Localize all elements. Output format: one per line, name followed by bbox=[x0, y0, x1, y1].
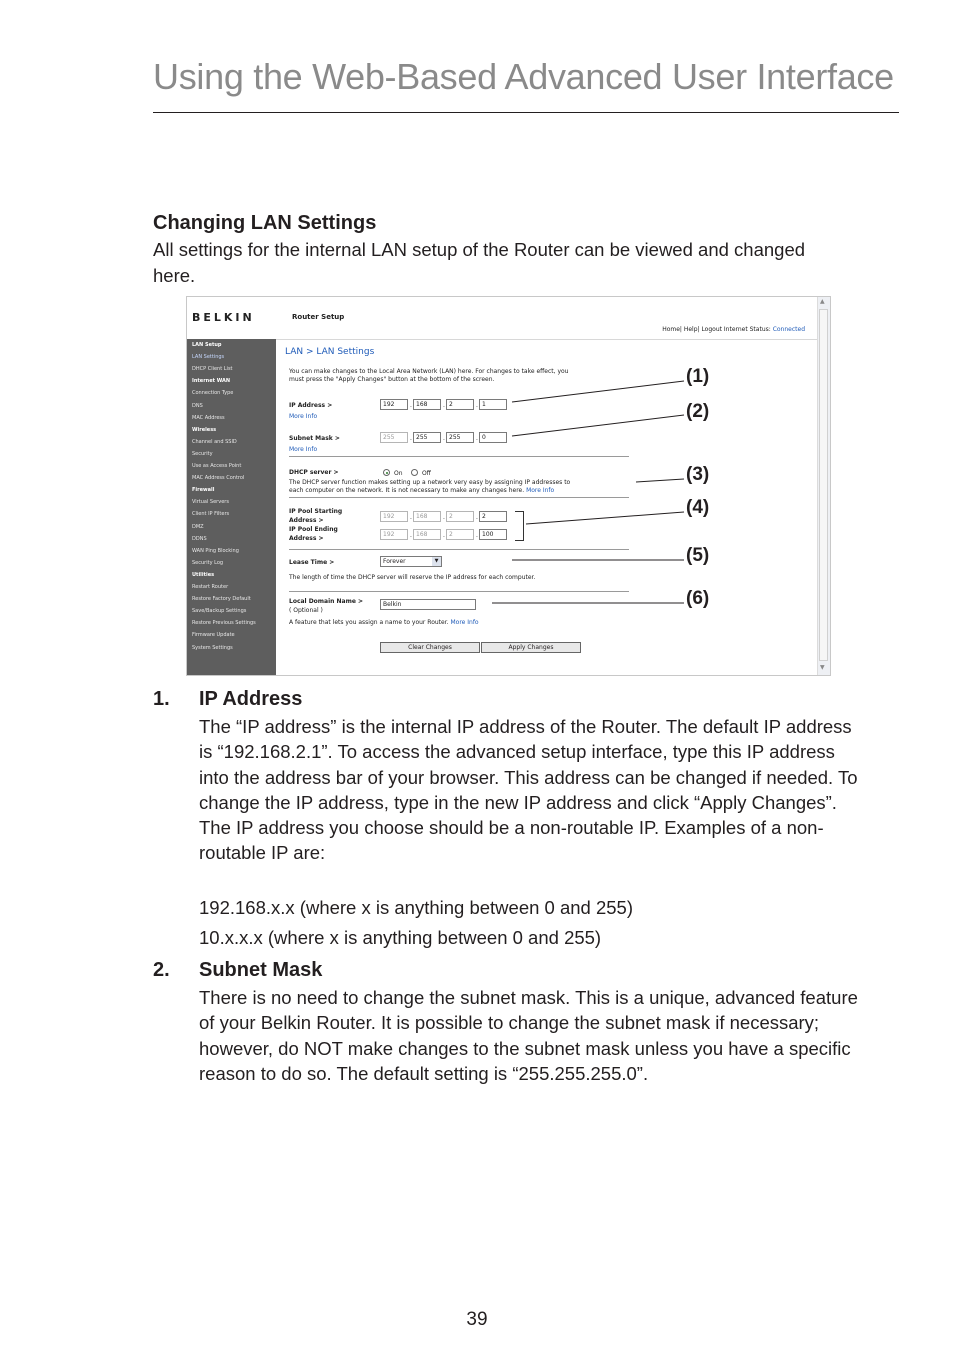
pool-end-label-1: IP Pool Ending bbox=[289, 526, 338, 533]
sidebar-item[interactable]: Restore Factory Default bbox=[192, 596, 251, 603]
sidebar-item[interactable]: Restore Previous Settings bbox=[192, 620, 256, 627]
lease-time-label: Lease Time > bbox=[289, 559, 335, 566]
sidebar-item[interactable]: DNS bbox=[192, 402, 203, 409]
pool-end-octet-3[interactable]: 2 bbox=[446, 529, 474, 540]
item-2-number: 2. bbox=[153, 959, 170, 981]
scroll-down-icon[interactable]: ▼ bbox=[820, 664, 825, 671]
subnet-mask-label: Subnet Mask > bbox=[289, 435, 340, 442]
dot: . bbox=[476, 402, 478, 409]
lease-time-value: Forever bbox=[383, 558, 406, 565]
callout-3: (3) bbox=[686, 464, 710, 485]
pool-end-label-2: Address > bbox=[289, 535, 324, 542]
sidebar-item[interactable]: Client IP Filters bbox=[192, 511, 230, 518]
domain-desc-text: A feature that lets you assign a name to your Router. bbox=[289, 619, 449, 626]
callout-line-4 bbox=[526, 512, 684, 524]
dhcp-on-label: On bbox=[394, 470, 403, 477]
lan-intro-line2: must press the "Apply Changes" button at the bottom of the screen. bbox=[289, 376, 495, 383]
page-number: 39 bbox=[466, 1309, 488, 1330]
pool-end-octet-1[interactable]: 192 bbox=[380, 529, 408, 540]
sidebar-item[interactable]: WAN Ping Blocking bbox=[192, 547, 239, 554]
chevron-down-icon: ▼ bbox=[432, 557, 441, 566]
sidebar-item: Wireless bbox=[192, 426, 217, 433]
sidebar-item[interactable]: Virtual Servers bbox=[192, 499, 229, 506]
dot: . bbox=[443, 435, 445, 442]
subnet-octet-2[interactable]: 255 bbox=[413, 432, 441, 443]
domain-name-input[interactable]: Belkin bbox=[380, 599, 476, 610]
domain-optional-label: ( Optional ) bbox=[289, 607, 323, 614]
pool-start-octet-4[interactable]: 2 bbox=[479, 511, 507, 522]
pool-end-octet-2[interactable]: 168 bbox=[413, 529, 441, 540]
breadcrumb: LAN > LAN Settings bbox=[285, 347, 375, 357]
subnet-octet-3[interactable]: 255 bbox=[446, 432, 474, 443]
callout-4: (4) bbox=[686, 497, 710, 518]
sidebar-item[interactable]: DDNS bbox=[192, 535, 207, 542]
ip-octet-3[interactable]: 2 bbox=[446, 399, 474, 410]
item-1-number: 1. bbox=[153, 688, 170, 710]
sidebar-item[interactable]: System Settings bbox=[192, 644, 233, 651]
sidebar-item[interactable]: MAC Address bbox=[192, 414, 225, 421]
pool-end-octet-4[interactable]: 100 bbox=[479, 529, 507, 540]
ip-more-info-link[interactable]: More Info bbox=[289, 413, 318, 420]
callout-2: (2) bbox=[686, 401, 710, 422]
callout-line-3 bbox=[636, 479, 684, 482]
pool-start-label-2: Address > bbox=[289, 517, 324, 524]
item-2-body: There is no need to change the subnet mask. This is a unique, advanced feature of your Belkin Router. It is possible to change the subnet mask if necessary; however, do NOT make changes to the subnet mask unless you have a specific reason to do so. The default setting is “255.255.255.0”. bbox=[199, 987, 858, 1084]
sidebar-item: Firewall bbox=[192, 487, 215, 494]
dot: . bbox=[443, 402, 445, 409]
sidebar-item[interactable]: DHCP Client List bbox=[192, 366, 233, 373]
subnet-more-info-link[interactable]: More Info bbox=[289, 446, 318, 453]
callout-6: (6) bbox=[686, 588, 710, 609]
sidebar-item[interactable]: LAN Settings bbox=[192, 354, 225, 361]
callout-line-2 bbox=[512, 415, 684, 436]
item-1-title: IP Address bbox=[199, 688, 303, 710]
scroll-up-icon[interactable]: ▲ bbox=[820, 298, 825, 305]
dot: . bbox=[410, 532, 412, 539]
dhcp-desc-line2-text: each computer on the network. It is not necessary to make any changes here. bbox=[289, 487, 525, 494]
clear-changes-button[interactable]: Clear Changes bbox=[380, 642, 480, 653]
sidebar-item: Internet WAN bbox=[192, 378, 231, 385]
sidebar-item[interactable]: Use as Access Point bbox=[192, 463, 242, 469]
pool-start-octet-2[interactable]: 168 bbox=[413, 511, 441, 522]
callout-5: (5) bbox=[686, 545, 710, 566]
top-links-text[interactable]: Home| Help| Logout Internet Status: bbox=[662, 326, 771, 333]
dhcp-server-label: DHCP server > bbox=[289, 469, 339, 476]
sidebar-item[interactable]: MAC Address Control bbox=[192, 475, 245, 482]
callout-line-1 bbox=[512, 381, 684, 402]
ip-octet-1[interactable]: 192 bbox=[380, 399, 408, 410]
section-title: Changing LAN Settings bbox=[153, 212, 377, 234]
sidebar-item[interactable]: Connection Type bbox=[192, 390, 234, 397]
sidebar-item[interactable]: Security Log bbox=[192, 559, 224, 566]
item-1-example-2: 10.x.x.x (where x is anything between 0 and 255) bbox=[199, 927, 602, 948]
callout-1: (1) bbox=[686, 366, 710, 387]
sidebar-item: LAN Setup bbox=[192, 342, 222, 348]
dot: . bbox=[443, 514, 445, 521]
ip-address-label: IP Address > bbox=[289, 402, 333, 409]
sidebar-item: Utilities bbox=[192, 571, 215, 578]
item-2-title: Subnet Mask bbox=[199, 959, 323, 981]
internet-status: Connected bbox=[772, 326, 805, 333]
page-header-title: Using the Web-Based Advanced User Interface bbox=[153, 56, 894, 97]
belkin-logo: BELKIN bbox=[192, 311, 255, 324]
sidebar-item[interactable]: Restart Router bbox=[192, 584, 229, 590]
pool-start-label-1: IP Pool Starting bbox=[289, 508, 343, 515]
pool-start-octet-3[interactable]: 2 bbox=[446, 511, 474, 522]
sidebar-item[interactable]: Firmware Update bbox=[192, 632, 235, 639]
section-intro: All settings for the internal LAN setup of the Router can be viewed and changed here. bbox=[153, 239, 806, 286]
apply-changes-button[interactable]: Apply Changes bbox=[481, 642, 581, 653]
domain-name-label: Local Domain Name > bbox=[289, 598, 364, 605]
dot: . bbox=[476, 514, 478, 521]
dot: . bbox=[476, 532, 478, 539]
ip-octet-4[interactable]: 1 bbox=[479, 399, 507, 410]
ip-octet-2[interactable]: 168 bbox=[413, 399, 441, 410]
item-1-example-1: 192.168.x.x (where x is anything between 0 and 255) bbox=[199, 897, 634, 918]
lease-desc: The length of time the DHCP server will reserve the IP address for each computer. bbox=[289, 574, 536, 581]
subnet-octet-1[interactable]: 255 bbox=[380, 432, 408, 443]
dot: . bbox=[476, 435, 478, 442]
lan-intro-line1: You can make changes to the Local Area Network (LAN) here. For changes to take effect, you bbox=[289, 368, 569, 375]
dhcp-desc-line1: The DHCP server function makes setting up a network very easy by assigning IP addresses to bbox=[289, 479, 571, 486]
domain-more-info-link[interactable]: More Info bbox=[450, 619, 479, 626]
sidebar-item[interactable]: Security bbox=[192, 450, 213, 457]
dot: . bbox=[410, 514, 412, 521]
dot: . bbox=[410, 435, 412, 442]
sidebar-item[interactable]: Channel and SSID bbox=[192, 438, 237, 445]
dot: . bbox=[410, 402, 412, 409]
dhcp-off-label: Off bbox=[422, 470, 431, 477]
pool-start-octet-1[interactable]: 192 bbox=[380, 511, 408, 522]
subnet-octet-4[interactable]: 0 bbox=[479, 432, 507, 443]
dot: . bbox=[443, 532, 445, 539]
sidebar-item[interactable]: Save/Backup Settings bbox=[192, 608, 247, 615]
item-1-body: The “IP address” is the internal IP address of the Router. The default IP address is “192.168.2.1”. To access the advanced setup interface, type this IP address into the address bar of your browser. This address can be changed if needed. To change the IP address, type in the new IP address and click “Apply Changes”. The IP address you choose should be a non-routable IP. Examples of a non-routable IP are: bbox=[199, 716, 858, 864]
router-setup-title: Router Setup bbox=[292, 313, 345, 321]
dhcp-more-info-link[interactable]: More Info bbox=[526, 487, 555, 494]
sidebar-item[interactable]: DMZ bbox=[192, 523, 204, 530]
